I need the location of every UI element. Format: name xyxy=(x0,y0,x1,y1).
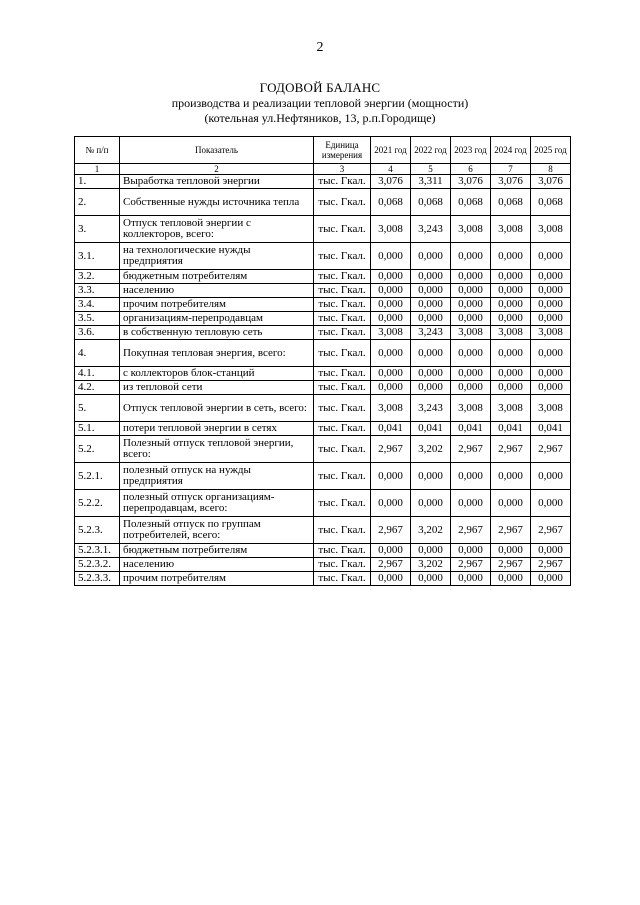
row-value: 0,000 xyxy=(411,284,451,298)
row-value: 0,000 xyxy=(451,544,491,558)
row-indicator: населению xyxy=(120,558,314,572)
row-value: 2,967 xyxy=(451,558,491,572)
row-value: 3,076 xyxy=(531,175,571,189)
row-unit: тыс. Гкал. xyxy=(314,189,371,216)
row-indicator: бюджетным потребителям xyxy=(120,270,314,284)
row-value: 0,000 xyxy=(451,284,491,298)
row-value: 0,000 xyxy=(371,243,411,270)
row-indicator: с коллекторов блок-станций xyxy=(120,367,314,381)
row-unit: тыс. Гкал. xyxy=(314,463,371,490)
row-unit: тыс. Гкал. xyxy=(314,490,371,517)
row-indicator: потери тепловой энергии в сетях xyxy=(120,422,314,436)
table-row xyxy=(75,517,571,544)
row-value: 0,000 xyxy=(371,490,411,517)
row-value: 0,000 xyxy=(411,243,451,270)
row-unit: тыс. Гкал. xyxy=(314,312,371,326)
row-number: 4. xyxy=(75,340,120,367)
row-indicator: из тепловой сети xyxy=(120,381,314,395)
row-number: 3.3. xyxy=(75,284,120,298)
row-value: 0,000 xyxy=(411,367,451,381)
row-number: 4.2. xyxy=(75,381,120,395)
row-number: 5. xyxy=(75,395,120,422)
document-subtitle: производства и реализации тепловой энергии (мощности) xyxy=(171,96,469,110)
row-value: 0,000 xyxy=(491,312,531,326)
row-value: 0,000 xyxy=(531,544,571,558)
row-indicator: населению xyxy=(120,284,314,298)
row-value: 0,000 xyxy=(531,298,571,312)
row-unit: тыс. Гкал. xyxy=(314,270,371,284)
row-value: 3,243 xyxy=(411,216,451,243)
table-row xyxy=(75,490,571,517)
table-row xyxy=(75,340,571,367)
row-value: 0,000 xyxy=(491,270,531,284)
row-value: 0,000 xyxy=(491,298,531,312)
table-row xyxy=(75,436,571,463)
header-year-2021: 2021 год xyxy=(371,137,411,164)
table-row xyxy=(75,243,571,270)
row-value: 0,000 xyxy=(451,572,491,586)
row-value: 0,000 xyxy=(491,367,531,381)
row-value: 0,000 xyxy=(491,243,531,270)
row-value: 2,967 xyxy=(451,517,491,544)
row-unit: тыс. Гкал. xyxy=(314,284,371,298)
balance-table xyxy=(74,136,571,586)
row-number: 3.1. xyxy=(75,243,120,270)
row-value: 2,967 xyxy=(531,517,571,544)
table-row xyxy=(75,544,571,558)
row-number: 2. xyxy=(75,189,120,216)
row-value: 0,000 xyxy=(451,270,491,284)
row-unit: тыс. Гкал. xyxy=(314,381,371,395)
row-value: 0,000 xyxy=(371,340,411,367)
header-year-2022: 2022 год xyxy=(411,137,451,164)
table-row xyxy=(75,422,571,436)
row-value: 0,068 xyxy=(491,189,531,216)
row-number: 5.2.3.3. xyxy=(75,572,120,586)
row-number: 5.2.3. xyxy=(75,517,120,544)
row-value: 3,076 xyxy=(371,175,411,189)
row-value: 0,000 xyxy=(531,463,571,490)
row-value: 0,000 xyxy=(411,270,451,284)
column-number: 5 xyxy=(411,164,451,175)
row-unit: тыс. Гкал. xyxy=(314,436,371,463)
row-value: 0,000 xyxy=(411,381,451,395)
row-value: 3,202 xyxy=(411,558,451,572)
row-number: 1. xyxy=(75,175,120,189)
row-value: 0,000 xyxy=(371,381,411,395)
table-row xyxy=(75,326,571,340)
row-indicator: Покупная тепловая энергия, всего: xyxy=(120,340,314,367)
table-body xyxy=(75,175,571,586)
row-indicator: полезный отпуск организациям-перепродавцам, всего: xyxy=(120,490,314,517)
row-value: 0,000 xyxy=(451,490,491,517)
row-value: 2,967 xyxy=(491,517,531,544)
row-value: 2,967 xyxy=(371,436,411,463)
row-indicator: Отпуск тепловой энергии с коллекторов, всего: xyxy=(120,216,314,243)
page-number: 2 xyxy=(316,40,324,55)
row-value: 0,000 xyxy=(451,243,491,270)
row-number: 3.6. xyxy=(75,326,120,340)
row-value: 0,000 xyxy=(531,340,571,367)
document-title: ГОДОВОЙ БАЛАНС xyxy=(259,80,381,95)
row-value: 3,202 xyxy=(411,517,451,544)
row-number: 5.2.3.1. xyxy=(75,544,120,558)
row-value: 3,008 xyxy=(491,395,531,422)
row-value: 3,202 xyxy=(411,436,451,463)
row-value: 0,000 xyxy=(411,544,451,558)
row-value: 0,000 xyxy=(371,312,411,326)
row-value: 3,008 xyxy=(451,216,491,243)
row-value: 3,008 xyxy=(451,395,491,422)
row-unit: тыс. Гкал. xyxy=(314,367,371,381)
row-unit: тыс. Гкал. xyxy=(314,326,371,340)
row-value: 0,000 xyxy=(411,312,451,326)
table-row xyxy=(75,298,571,312)
row-value: 0,068 xyxy=(531,189,571,216)
row-number: 5.2.2. xyxy=(75,490,120,517)
column-number: 6 xyxy=(451,164,491,175)
row-value: 0,000 xyxy=(531,490,571,517)
row-number: 3.5. xyxy=(75,312,120,326)
row-unit: тыс. Гкал. xyxy=(314,340,371,367)
row-value: 0,041 xyxy=(371,422,411,436)
row-indicator: Полезный отпуск тепловой энергии, всего: xyxy=(120,436,314,463)
column-number: 7 xyxy=(491,164,531,175)
row-value: 0,000 xyxy=(451,381,491,395)
row-value: 0,000 xyxy=(531,270,571,284)
row-value: 0,000 xyxy=(371,270,411,284)
row-indicator: в собственную тепловую сеть xyxy=(120,326,314,340)
row-value: 0,041 xyxy=(451,422,491,436)
row-value: 0,000 xyxy=(531,367,571,381)
column-number: 2 xyxy=(120,164,314,175)
table-row xyxy=(75,572,571,586)
row-unit: тыс. Гкал. xyxy=(314,517,371,544)
row-value: 0,000 xyxy=(371,544,411,558)
row-value: 0,000 xyxy=(371,298,411,312)
row-value: 2,967 xyxy=(451,436,491,463)
row-value: 0,000 xyxy=(491,463,531,490)
table-row xyxy=(75,395,571,422)
row-number: 4.1. xyxy=(75,367,120,381)
row-value: 0,000 xyxy=(531,312,571,326)
table-row xyxy=(75,312,571,326)
table-row xyxy=(75,463,571,490)
row-value: 3,008 xyxy=(531,326,571,340)
row-value: 3,076 xyxy=(491,175,531,189)
row-value: 0,000 xyxy=(371,463,411,490)
row-value: 0,068 xyxy=(411,189,451,216)
header-indicator: Показатель xyxy=(120,137,314,164)
table-row xyxy=(75,367,571,381)
table-row xyxy=(75,381,571,395)
row-indicator: бюджетным потребителям xyxy=(120,544,314,558)
row-number: 5.2.1. xyxy=(75,463,120,490)
row-indicator: Собственные нужды источника тепла xyxy=(120,189,314,216)
row-value: 0,000 xyxy=(451,367,491,381)
row-unit: тыс. Гкал. xyxy=(314,243,371,270)
row-indicator: прочим потребителям xyxy=(120,298,314,312)
header-num: № п/п xyxy=(75,137,120,164)
row-number: 3.2. xyxy=(75,270,120,284)
row-value: 0,000 xyxy=(491,340,531,367)
row-value: 0,000 xyxy=(411,298,451,312)
row-indicator: прочим потребителям xyxy=(120,572,314,586)
row-unit: тыс. Гкал. xyxy=(314,422,371,436)
row-value: 0,000 xyxy=(411,463,451,490)
header-year-2023: 2023 год xyxy=(451,137,491,164)
row-value: 3,243 xyxy=(411,395,451,422)
row-value: 0,000 xyxy=(531,572,571,586)
row-value: 0,000 xyxy=(451,312,491,326)
row-value: 3,008 xyxy=(451,326,491,340)
header-year-2024: 2024 год xyxy=(491,137,531,164)
row-number: 3.4. xyxy=(75,298,120,312)
column-number: 4 xyxy=(371,164,411,175)
table-row xyxy=(75,175,571,189)
row-value: 0,000 xyxy=(451,463,491,490)
row-value: 3,076 xyxy=(451,175,491,189)
table-row xyxy=(75,189,571,216)
row-indicator: на технологические нужды предприятия xyxy=(120,243,314,270)
row-value: 0,068 xyxy=(451,189,491,216)
row-value: 3,008 xyxy=(371,216,411,243)
row-indicator: Выработка тепловой энергии xyxy=(120,175,314,189)
row-unit: тыс. Гкал. xyxy=(314,558,371,572)
row-value: 0,000 xyxy=(491,544,531,558)
row-value: 0,000 xyxy=(531,381,571,395)
row-value: 3,008 xyxy=(491,216,531,243)
row-value: 3,243 xyxy=(411,326,451,340)
row-value: 2,967 xyxy=(371,517,411,544)
table-row xyxy=(75,284,571,298)
row-value: 2,967 xyxy=(531,558,571,572)
column-number: 1 xyxy=(75,164,120,175)
column-number: 3 xyxy=(314,164,371,175)
row-number: 5.1. xyxy=(75,422,120,436)
row-value: 0,000 xyxy=(451,340,491,367)
row-value: 0,000 xyxy=(411,340,451,367)
row-value: 0,000 xyxy=(491,284,531,298)
row-unit: тыс. Гкал. xyxy=(314,298,371,312)
row-value: 3,008 xyxy=(371,326,411,340)
row-unit: тыс. Гкал. xyxy=(314,175,371,189)
row-value: 0,000 xyxy=(411,572,451,586)
row-value: 0,000 xyxy=(531,284,571,298)
row-number: 5.2. xyxy=(75,436,120,463)
row-value: 2,967 xyxy=(491,436,531,463)
row-value: 0,000 xyxy=(371,284,411,298)
row-value: 0,000 xyxy=(531,243,571,270)
row-value: 0,041 xyxy=(531,422,571,436)
row-unit: тыс. Гкал. xyxy=(314,395,371,422)
document-location: (котельная ул.Нефтяников, 13, р.п.Городище) xyxy=(204,111,436,125)
row-value: 2,967 xyxy=(491,558,531,572)
row-value: 0,000 xyxy=(371,572,411,586)
row-value: 3,008 xyxy=(531,216,571,243)
table-row xyxy=(75,270,571,284)
row-value: 3,008 xyxy=(371,395,411,422)
row-unit: тыс. Гкал. xyxy=(314,572,371,586)
row-value: 0,000 xyxy=(491,490,531,517)
row-number: 3. xyxy=(75,216,120,243)
row-value: 0,041 xyxy=(411,422,451,436)
row-value: 0,000 xyxy=(371,367,411,381)
row-indicator: полезный отпуск на нужды предприятия xyxy=(120,463,314,490)
row-value: 0,000 xyxy=(411,490,451,517)
row-value: 0,000 xyxy=(451,298,491,312)
table-row xyxy=(75,558,571,572)
row-value: 0,000 xyxy=(491,572,531,586)
row-value: 0,000 xyxy=(491,381,531,395)
column-number: 8 xyxy=(531,164,571,175)
row-unit: тыс. Гкал. xyxy=(314,216,371,243)
row-indicator: Отпуск тепловой энергии в сеть, всего: xyxy=(120,395,314,422)
row-value: 0,068 xyxy=(371,189,411,216)
row-unit: тыс. Гкал. xyxy=(314,544,371,558)
row-value: 2,967 xyxy=(531,436,571,463)
row-value: 3,008 xyxy=(531,395,571,422)
row-value: 2,967 xyxy=(371,558,411,572)
header-unit: Единица измерения xyxy=(314,137,371,164)
header-year-2025: 2025 год xyxy=(531,137,571,164)
row-value: 3,311 xyxy=(411,175,451,189)
row-value: 3,008 xyxy=(491,326,531,340)
table-row xyxy=(75,216,571,243)
row-number: 5.2.3.2. xyxy=(75,558,120,572)
row-indicator: организациям-перепродавцам xyxy=(120,312,314,326)
row-indicator: Полезный отпуск по группам потребителей, всего: xyxy=(120,517,314,544)
row-value: 0,041 xyxy=(491,422,531,436)
